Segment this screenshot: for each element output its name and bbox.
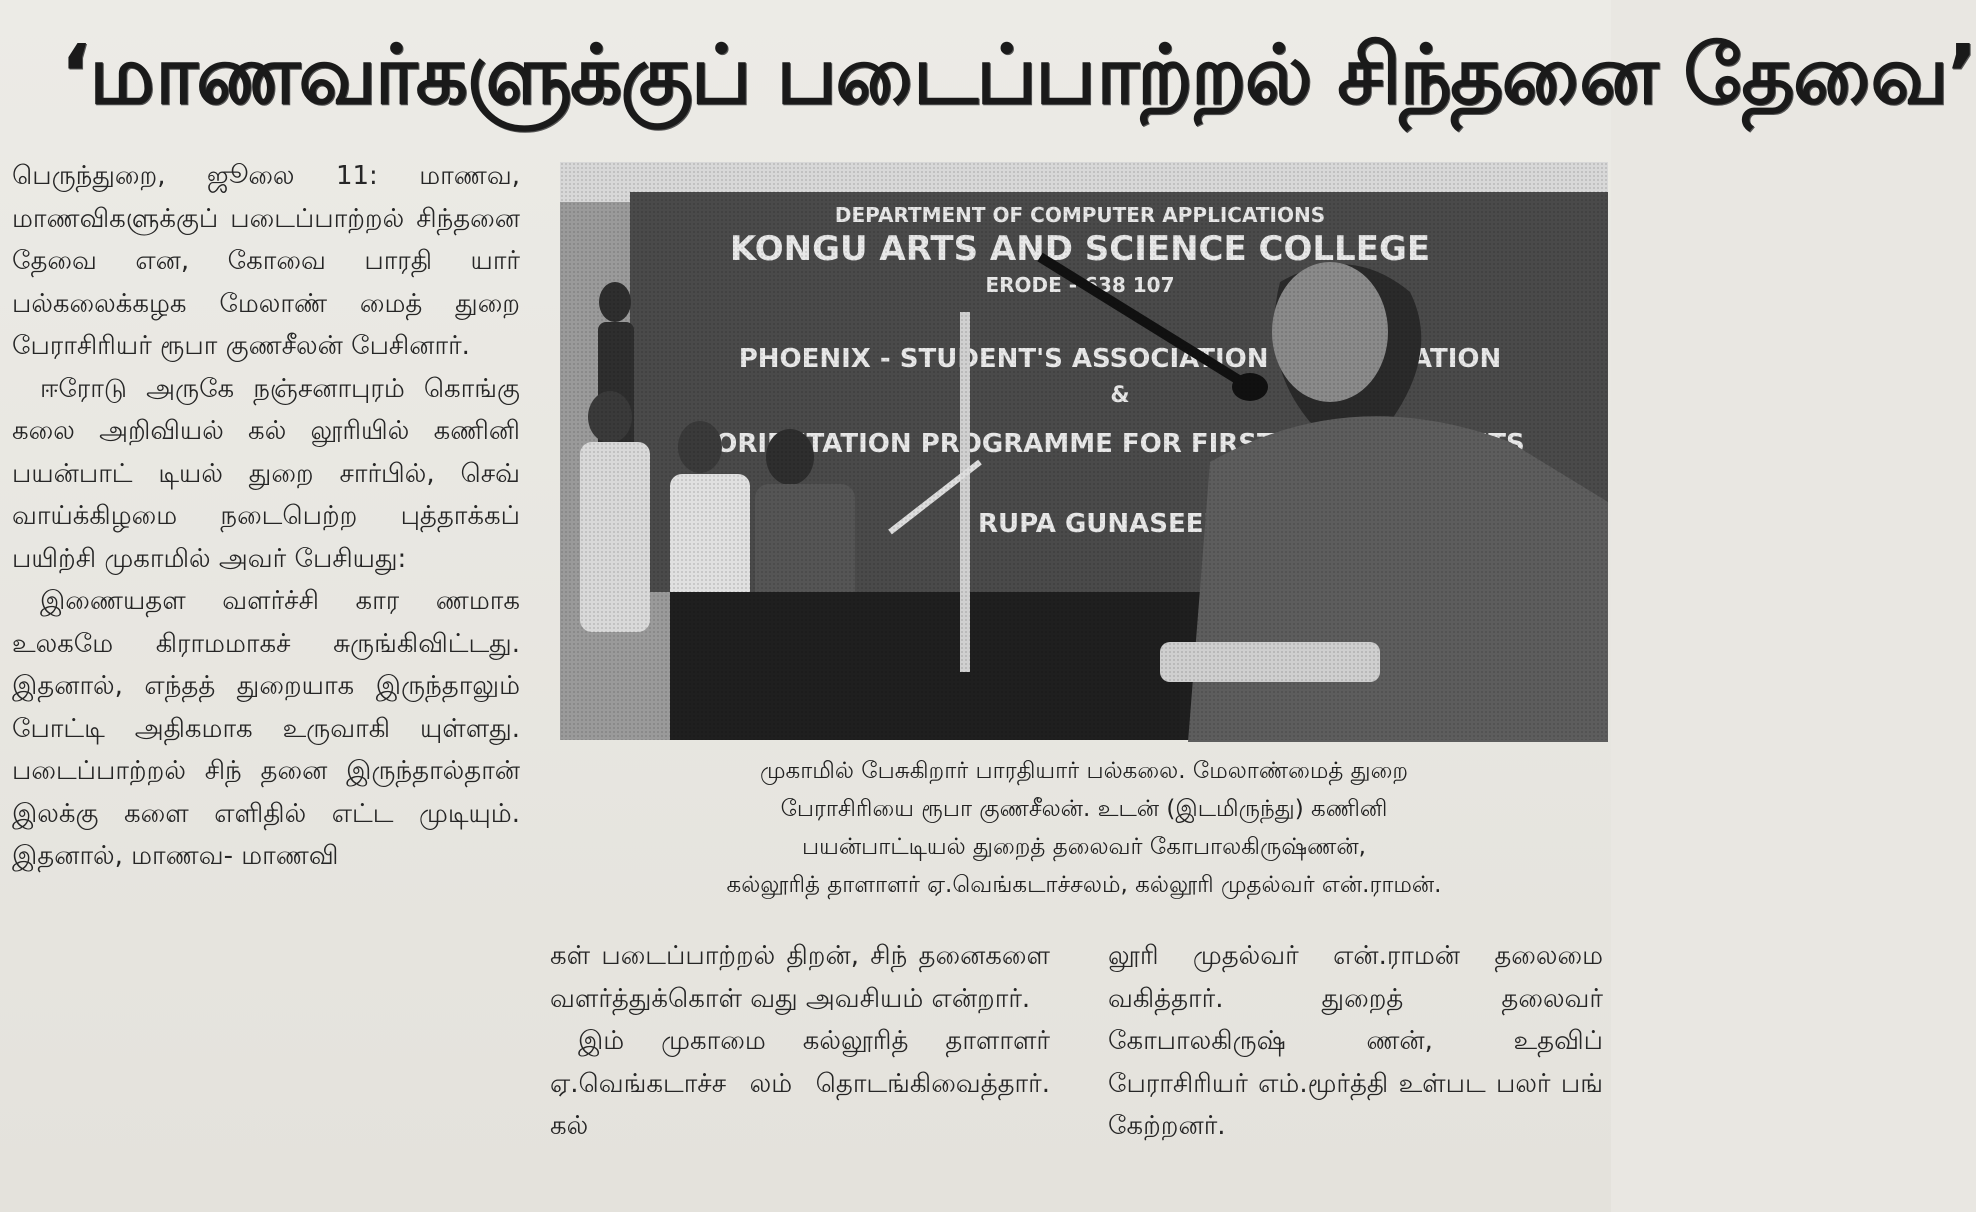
caption-line: பேராசிரியை ரூபா குணசீலன். உடன் (இடமிருந்து) கணினி bbox=[780, 796, 1388, 822]
article-paragraph: இணையதள வளர்ச்சி கார ணமாக உலகமே கிராமமாகச் சுருங்கிவிட்டது. இதனால், எந்தத் துறையாக இருந்தாலும் போட்டி அதிகமாக உருவாகி யுள்ளது. படைப்பாற்றல் சிந் தனை இருந்தால்தான் இலக்கு களை எளிதில் எட்ட முடியும். இதனால், மாணவ- மாணவி bbox=[12, 586, 520, 871]
article-column-1 bbox=[12, 155, 520, 878]
article-column-2 bbox=[550, 935, 1050, 1148]
paragraph-text: மாணவ, மாணவிகளுக்குப் படைப்பாற்றல் சிந்தனை தேவை என, கோவை பாரதி யார் பல்கலைக்கழக மேலாண் மைத் துறை பேராசிரியர் ரூபா குணசீலன் பேசினார். bbox=[12, 161, 520, 361]
article-column-3 bbox=[1108, 935, 1603, 1148]
article-paragraph: லூரி முதல்வர் என்.ராமன் தலைமை வகித்தார். துறைத் தலைவர் கோபாலகிருஷ் ணன், உதவிப் பேராசிரியர் எம்.மூர்த்தி உள்பட பலர் பங் கேற்றனர். bbox=[1108, 941, 1603, 1141]
dateline: பெருந்துறை, ஜூலை 11: bbox=[12, 161, 378, 191]
event-photo bbox=[560, 162, 1608, 740]
article-paragraph bbox=[12, 155, 520, 368]
photo-caption bbox=[560, 752, 1608, 904]
article-paragraph: ஈரோடு அருகே நஞ்சனாபுரம் கொங்கு கலை அறிவியல் கல் லூரியில் கணினி பயன்பாட் டியல் துறை சார்பில், செவ் வாய்க்கிழமை நடைபெற்ற புத்தாக்கப் பயிற்சி முகாமில் அவர் பேசியது: bbox=[12, 373, 520, 574]
article-paragraph: கள் படைப்பாற்றல் திறன், சிந் தனைகளை வளர்த்துக்கொள் வது அவசியம் என்றார். bbox=[550, 941, 1050, 1014]
article-paragraph: இம் முகாமை கல்லூரித் தாளாளர் ஏ.வெங்கடாச்ச லம் தொடங்கிவைத்தார். கல் bbox=[550, 1026, 1050, 1141]
photo-illustration bbox=[560, 162, 1608, 740]
caption-line: முகாமில் பேசுகிறார் பாரதியார் பல்கலை. மேலாண்மைத் துறை bbox=[759, 758, 1409, 784]
article-headline: ‘மாணவர்களுக்குப் படைப்பாற்றல் சிந்தனை தேவை’ bbox=[60, 28, 1976, 123]
caption-line: கல்லூரித் தாளாளர் ஏ.வெங்கடாச்சலம், கல்லூரி முதல்வர் என்.ராமன். bbox=[726, 872, 1442, 898]
caption-line: பயன்பாட்டியல் துறைத் தலைவர் கோபாலகிருஷ்ணன், bbox=[802, 834, 1366, 860]
